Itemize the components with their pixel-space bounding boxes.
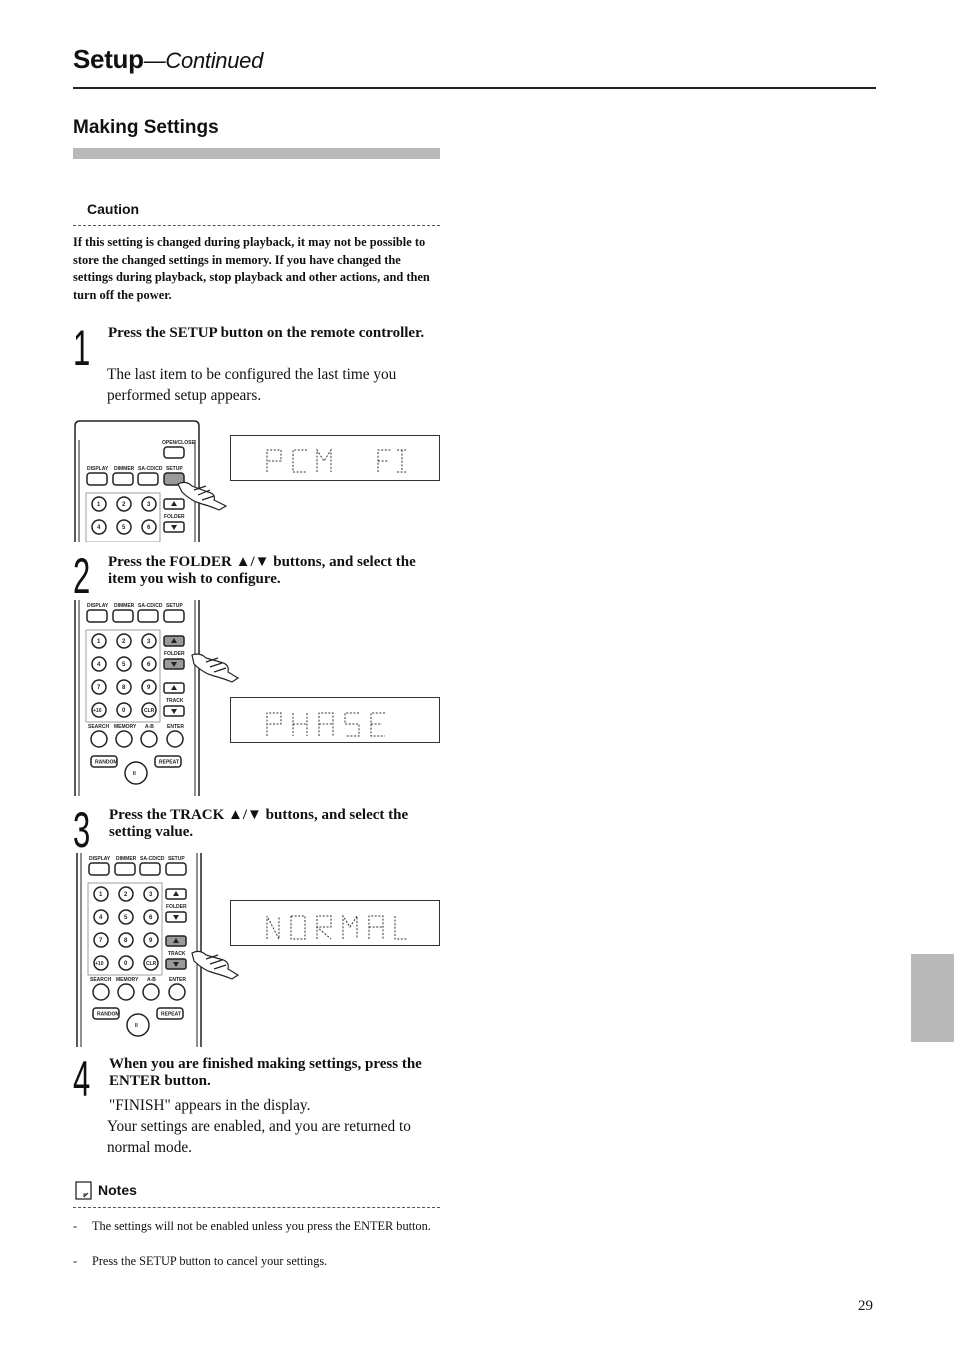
note-item: - The settings will not be enabled unless you press the ENTER button. (73, 1218, 443, 1236)
hand-pointer-icon (178, 482, 226, 510)
random-label: RANDOM (95, 759, 118, 766)
lcd-text-1 (231, 436, 439, 480)
caution-text: If this setting is changed during playback, it may not be possible to store the changed settings in memory. If you have changed the settings during playback, stop playback and other actions, and then turn off the power. (73, 235, 430, 302)
number-9-label: 9 (149, 938, 153, 944)
hand-pointer-icon (192, 951, 238, 979)
number-2-label: 2 (122, 639, 126, 645)
number-6-label: 6 (147, 662, 151, 668)
enter-button[interactable] (167, 731, 183, 747)
number-0-label: 0 (122, 708, 126, 714)
caution-divider (73, 225, 440, 226)
sacd-button[interactable] (138, 473, 158, 485)
number-9-label: 9 (147, 685, 151, 691)
pause-label: II (133, 771, 136, 777)
number-plus10-label: +10 (93, 708, 102, 714)
label-a-b: A-B (147, 977, 156, 983)
a-b-button[interactable] (141, 731, 157, 747)
label-dimmer: DIMMER (116, 856, 137, 862)
label-dimmer: DIMMER (114, 466, 135, 472)
pause-button[interactable] (127, 1014, 149, 1036)
label-memory: MEMORY (114, 724, 137, 730)
step-3-number: 3 (73, 802, 91, 858)
step-2-number: 2 (73, 548, 91, 604)
label-search: SEARCH (88, 724, 110, 730)
display-button[interactable] (89, 863, 109, 875)
label-enter: ENTER (169, 977, 186, 983)
section-title: Making Settings (73, 117, 219, 138)
side-tab (911, 954, 954, 1042)
number-0-label: 0 (124, 961, 128, 967)
number-6-label: 6 (147, 525, 151, 531)
label-setup: SETUP (168, 856, 185, 862)
remote-illustration-3 (76, 853, 246, 1049)
notes-label: Notes (98, 1182, 137, 1198)
label-track: TRACK (168, 951, 186, 957)
notes-icon (75, 1181, 92, 1200)
number-8-label: 8 (122, 685, 126, 691)
enter-button[interactable] (169, 984, 185, 1000)
number-2-label: 2 (124, 892, 128, 898)
sacd-button[interactable] (138, 610, 158, 622)
step-4-number: 4 (73, 1051, 91, 1107)
page-header-title (73, 44, 263, 75)
number-3-label: 3 (147, 639, 151, 645)
label-folder: FOLDER (166, 904, 187, 910)
lcd-display-3 (230, 900, 440, 946)
header-continued: —Continued (143, 48, 264, 73)
lcd-text-3 (231, 901, 439, 945)
note-text: Press the SETUP button to cancel your settings. (92, 1254, 328, 1268)
label-a-b: A-B (145, 724, 154, 730)
number-5-label: 5 (124, 915, 128, 921)
step-2-heading: Press the FOLDER ▲/▼ buttons, and select the item you wish to configure. (108, 554, 416, 587)
label-sacd: SA-CD/CD (140, 856, 165, 862)
number-8-label: 8 (124, 938, 128, 944)
notes-divider (73, 1207, 440, 1208)
step-1-number: 1 (73, 320, 91, 376)
label-sacd: SA-CD/CD (138, 603, 163, 609)
number-7-label: 7 (99, 938, 103, 944)
number-4-label: 4 (97, 525, 101, 531)
clr-label: CLR (144, 708, 155, 714)
remote-illustration-2 (74, 600, 244, 798)
caution-label: Caution (87, 201, 140, 217)
header-rule (73, 87, 876, 89)
number-2-label: 2 (122, 502, 126, 508)
pause-label: II (135, 1023, 138, 1029)
search-button[interactable] (91, 731, 107, 747)
search-button[interactable] (93, 984, 109, 1000)
setup-button[interactable] (166, 863, 186, 875)
open-close-button[interactable] (164, 447, 184, 458)
number-7-label: 7 (97, 685, 101, 691)
repeat-label: REPEAT (159, 759, 179, 766)
number-4-label: 4 (99, 915, 103, 921)
step-4-heading: When you are finished making settings, press the ENTER button. (109, 1056, 422, 1089)
pause-button[interactable] (125, 762, 147, 784)
step-4-body-1: "FINISH" appears in the display. (109, 1097, 311, 1114)
memory-button[interactable] (116, 731, 132, 747)
label-dimmer: DIMMER (114, 603, 135, 609)
a-b-button[interactable] (143, 984, 159, 1000)
number-3-label: 3 (149, 892, 153, 898)
note-text: The settings will not be enabled unless you press the ENTER button. (92, 1219, 431, 1233)
setup-button[interactable] (164, 610, 184, 622)
number-plus10-label: +10 (95, 961, 104, 967)
display-button[interactable] (87, 473, 107, 485)
number-4-label: 4 (97, 662, 101, 668)
section-bar (73, 148, 440, 159)
label-display: DISPLAY (87, 603, 109, 609)
random-label: RANDOM (97, 1011, 120, 1018)
label-search: SEARCH (90, 977, 112, 983)
label-memory: MEMORY (116, 977, 139, 983)
dimmer-button[interactable] (115, 863, 135, 875)
step-3-heading: Press the TRACK ▲/▼ buttons, and select the setting value. (109, 807, 409, 840)
number-3-label: 3 (147, 502, 151, 508)
label-enter: ENTER (167, 724, 184, 730)
number-1-label: 1 (99, 892, 103, 898)
number-5-label: 5 (122, 662, 126, 668)
number-1-label: 1 (97, 639, 101, 645)
note-item: - Press the SETUP button to cancel your settings. (73, 1253, 443, 1271)
header-setup: Setup (73, 44, 144, 74)
label-track: TRACK (166, 698, 184, 704)
remote-illustration-1 (74, 420, 234, 542)
label-display: DISPLAY (87, 466, 109, 472)
number-5-label: 5 (122, 525, 126, 531)
label-folder: FOLDER (164, 514, 185, 520)
dimmer-button[interactable] (113, 610, 133, 622)
lcd-display-2 (230, 697, 440, 743)
lcd-display-1 (230, 435, 440, 481)
lcd-text-2 (231, 698, 439, 742)
step-4-body-2: Your settings are enabled, and you are returned to normal mode. (107, 1118, 411, 1156)
label-sacd: SA-CD/CD (138, 466, 163, 472)
repeat-label: REPEAT (161, 1011, 181, 1018)
step-1-heading: Press the SETUP button on the remote controller. (108, 325, 425, 341)
label-open-close: OPEN/CLOSE (162, 440, 195, 446)
number-6-label: 6 (149, 915, 153, 921)
memory-button[interactable] (118, 984, 134, 1000)
step-1-body: The last item to be configured the last time you performed setup appears. (107, 366, 397, 404)
display-button[interactable] (87, 610, 107, 622)
page-number: 29 (858, 1298, 873, 1314)
sacd-button[interactable] (140, 863, 160, 875)
clr-label: CLR (146, 961, 157, 967)
number-1-label: 1 (97, 502, 101, 508)
dimmer-button[interactable] (113, 473, 133, 485)
label-setup: SETUP (166, 466, 183, 472)
label-folder: FOLDER (164, 651, 185, 657)
label-display: DISPLAY (89, 856, 111, 862)
label-setup: SETUP (166, 603, 183, 609)
